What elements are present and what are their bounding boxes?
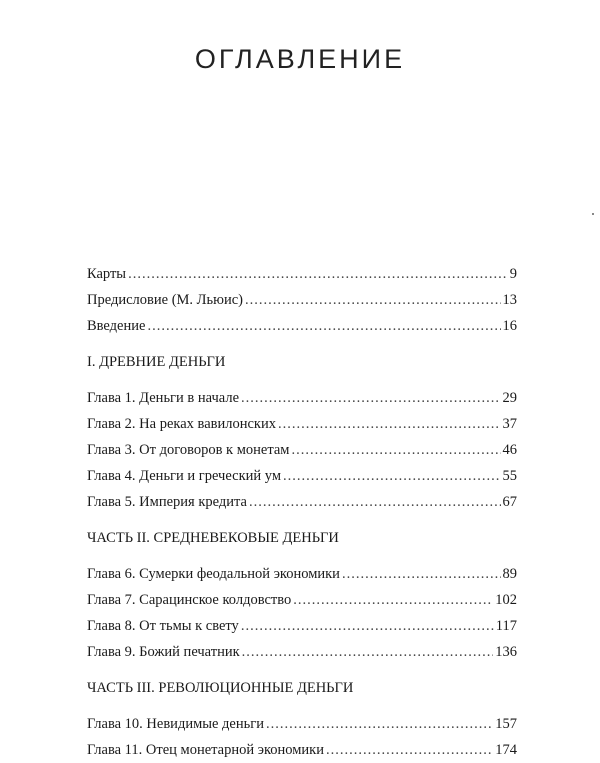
dot-leader [241, 385, 500, 411]
toc-entry-label: Глава 2. На реках вавилонских [87, 416, 276, 432]
scan-speck [592, 213, 594, 215]
toc-entry-chapter-1[interactable] [87, 385, 517, 411]
toc-entry-page: 46 [502, 442, 517, 458]
toc-entry-page: 16 [502, 318, 517, 334]
toc-entry-chapter-4[interactable] [87, 463, 517, 489]
toc-entry-page: 55 [502, 468, 517, 484]
toc-entry-page: 174 [495, 742, 517, 758]
toc-entry-page: 89 [502, 566, 517, 582]
toc-entry-page: 157 [495, 716, 517, 732]
toc-entry-page: 67 [502, 494, 517, 510]
toc-entry-page: 9 [509, 266, 517, 282]
toc-entry-chapter-3[interactable] [87, 437, 517, 463]
toc-entry-label: Предисловие (М. Льюис) [87, 292, 243, 308]
dot-leader [249, 489, 501, 515]
toc-entry-page: 29 [502, 390, 517, 406]
toc-entry-label: Глава 11. Отец монетарной экономики [87, 742, 324, 758]
toc-entry-label: Глава 6. Сумерки феодальной экономики [87, 566, 340, 582]
part-heading-2: ЧАСТЬ II. СРЕДНЕВЕКОВЫЕ ДЕНЬГИ [87, 530, 339, 546]
toc-entry-label: Глава 5. Империя кредита [87, 494, 247, 510]
dot-leader [291, 437, 500, 463]
toc-entry-label: Карты [87, 266, 127, 282]
toc-entry-page: 102 [495, 592, 517, 608]
toc-entry-page: 117 [495, 618, 517, 634]
dot-leader [241, 613, 494, 639]
page-title: ОГЛАВЛЕНИЕ [194, 44, 406, 74]
dot-leader [278, 411, 501, 437]
part-heading-1: I. ДРЕВНИЕ ДЕНЬГИ [87, 354, 226, 370]
dot-leader [128, 261, 508, 287]
toc-entry-maps[interactable] [87, 261, 517, 287]
toc-entry-introduction[interactable] [87, 313, 517, 339]
toc-entry-chapter-6[interactable] [87, 561, 517, 587]
dot-leader [147, 313, 500, 339]
toc-entry-label: Глава 9. Божий печатник [87, 644, 240, 660]
dot-leader [266, 711, 493, 737]
part-heading-3: ЧАСТЬ III. РЕВОЛЮЦИОННЫЕ ДЕНЬГИ [87, 680, 354, 696]
dot-leader [342, 561, 501, 587]
toc-entry-chapter-2[interactable] [87, 411, 517, 437]
toc-entry-chapter-10[interactable] [87, 711, 517, 737]
dot-leader [245, 287, 501, 313]
dot-leader [326, 737, 493, 763]
toc-entry-chapter-8[interactable] [87, 613, 517, 639]
dot-leader [283, 463, 501, 489]
dot-leader [242, 639, 494, 665]
toc-entry-chapter-7[interactable] [87, 587, 517, 613]
toc-entry-page: 37 [502, 416, 517, 432]
toc-entry-chapter-9[interactable] [87, 639, 517, 665]
toc-entry-label: Глава 10. Невидимые деньги [87, 716, 264, 732]
toc-entry-page: 136 [495, 644, 517, 660]
table-of-contents [87, 261, 517, 763]
toc-entry-foreword[interactable] [87, 287, 517, 313]
dot-leader [293, 587, 493, 613]
toc-entry-page: 13 [502, 292, 517, 308]
toc-entry-label: Глава 4. Деньги и греческий ум [87, 468, 281, 484]
toc-entry-label: Глава 8. От тьмы к свету [87, 618, 239, 634]
toc-entry-label: Введение [87, 318, 146, 334]
toc-entry-label: Глава 1. Деньги в начале [87, 390, 240, 406]
toc-entry-label: Глава 3. От договоров к монетам [87, 442, 290, 458]
toc-entry-label: Глава 7. Сарацинское колдовство [87, 592, 292, 608]
toc-entry-chapter-5[interactable] [87, 489, 517, 515]
toc-entry-chapter-11[interactable] [87, 737, 517, 763]
